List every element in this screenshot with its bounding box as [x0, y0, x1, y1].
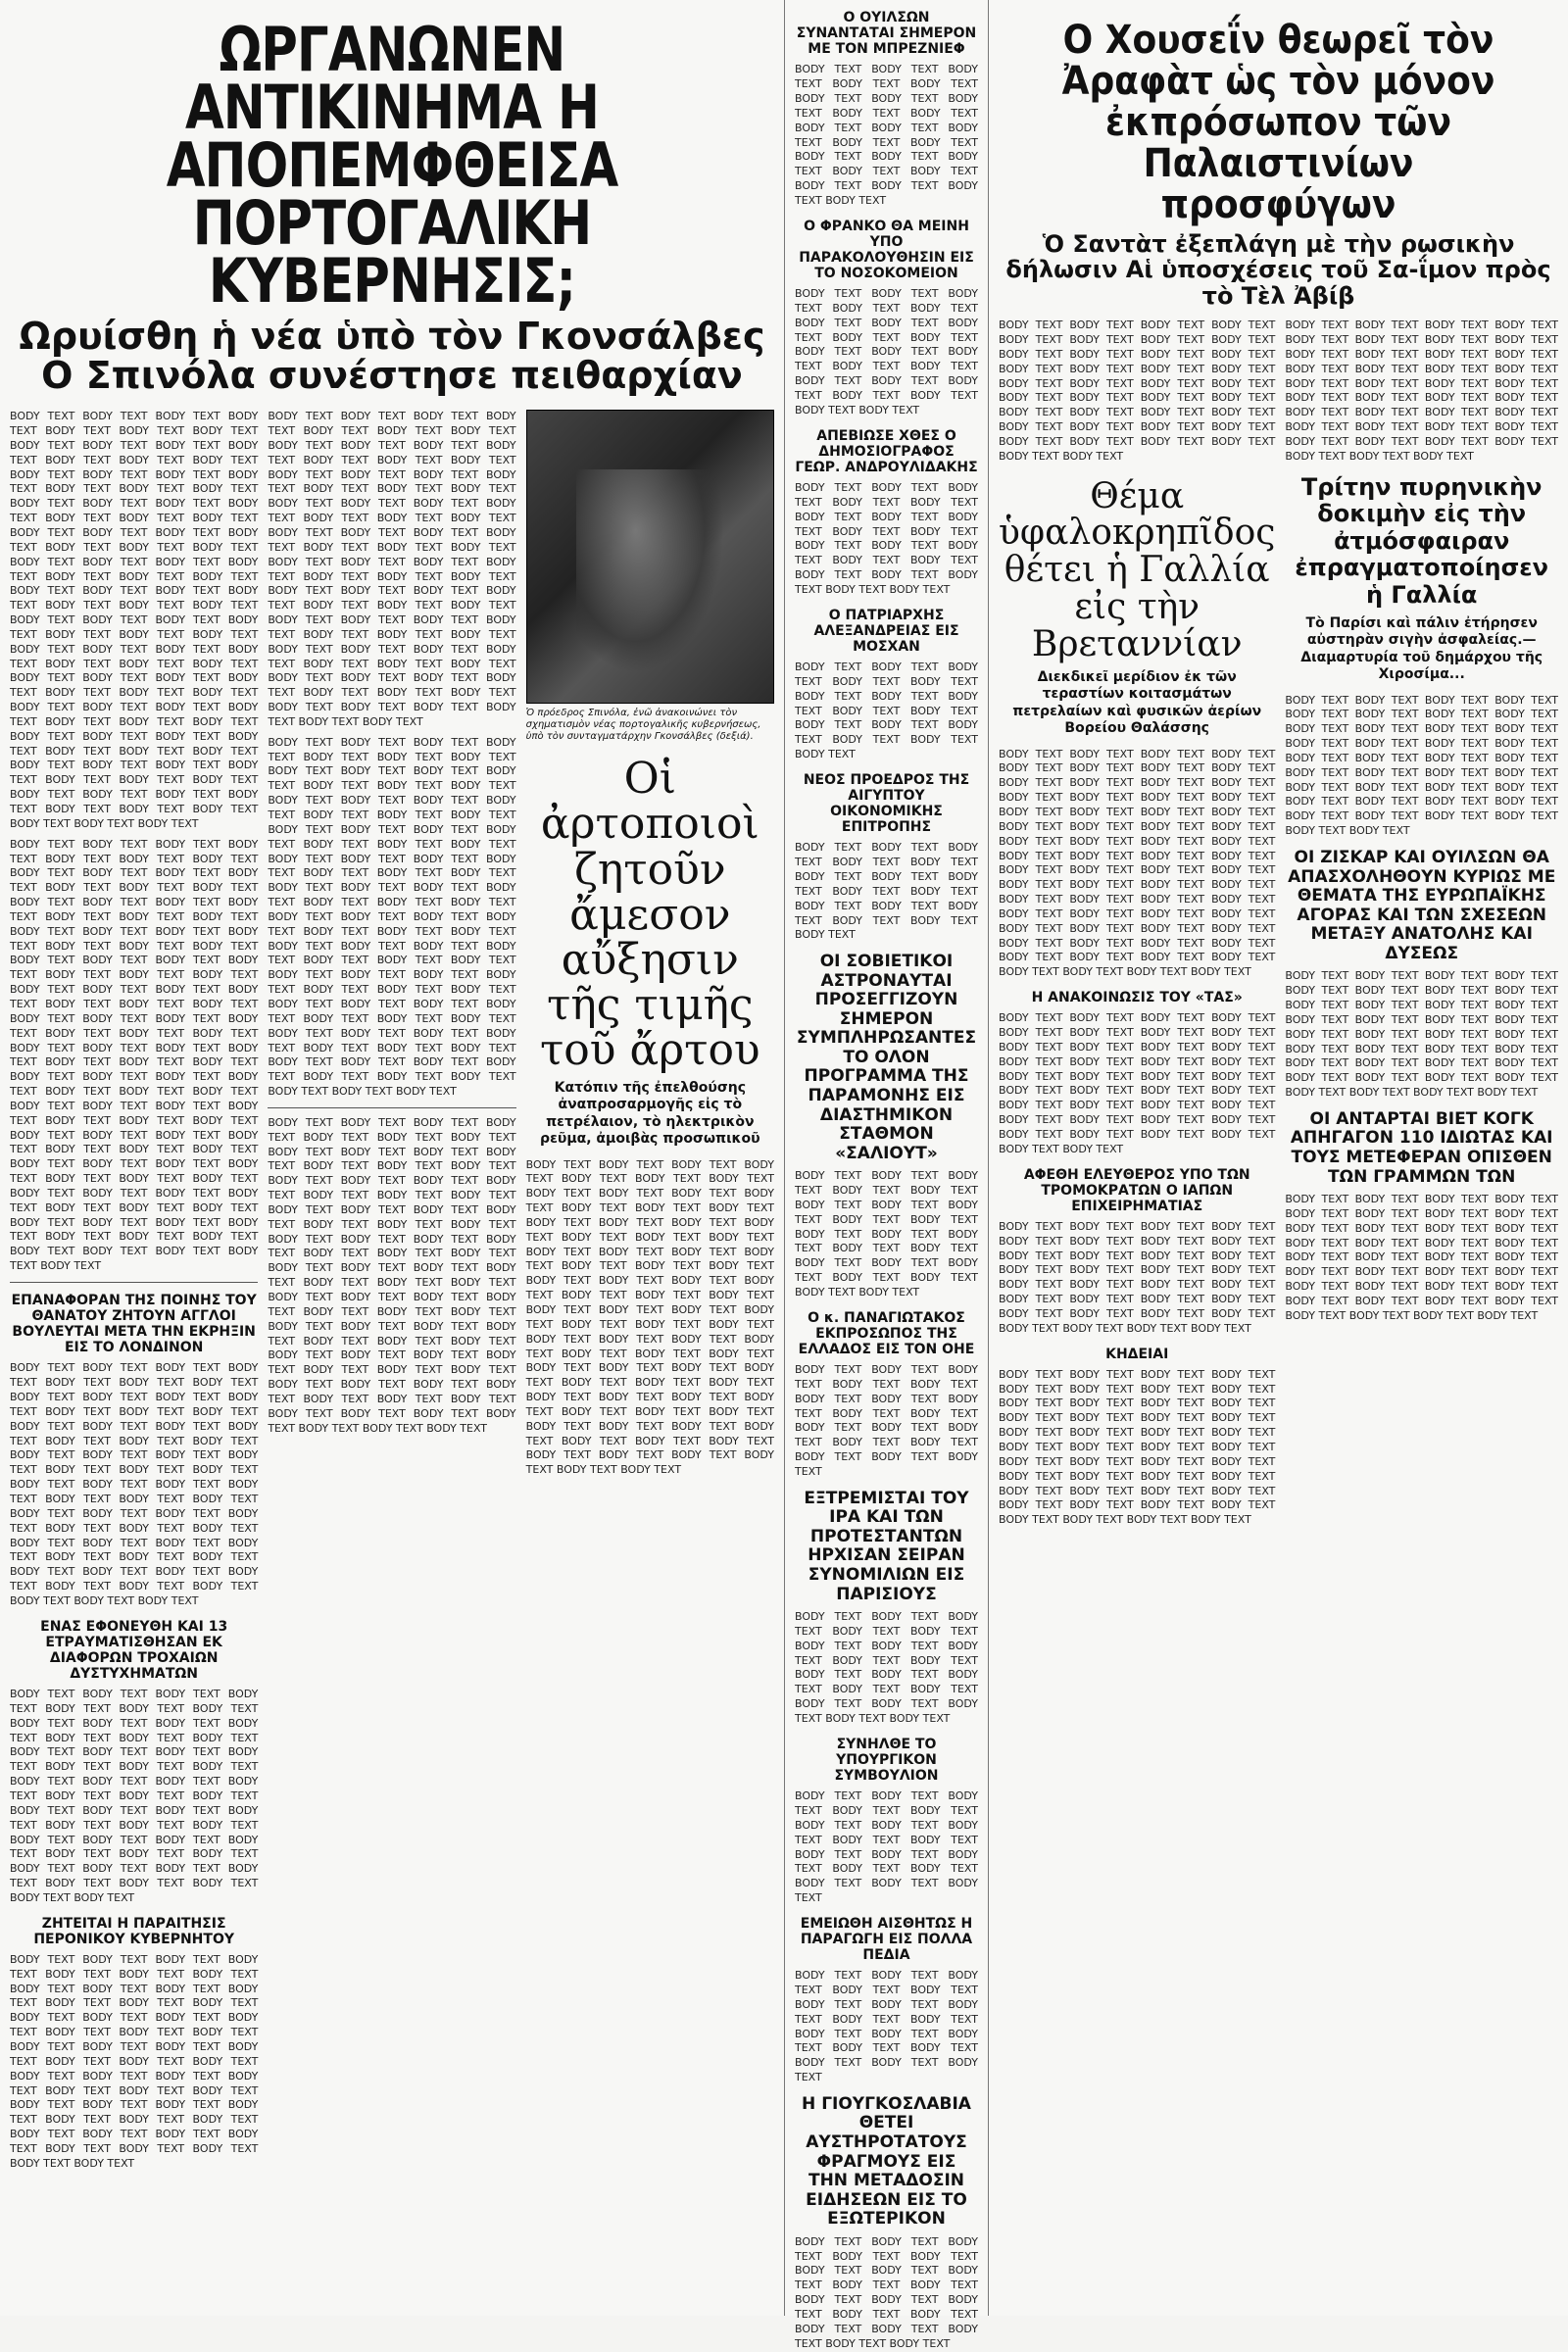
body-text: BODY TEXT BODY TEXT BODY TEXT BODY TEXT BODY TEXT BODY TEXT BODY TEXT BODY TEXT BODY TEXT BODY TEXT BODY TEXT BODY TEXT BODY TEXT BODY TEXT BODY TEXT BODY TEXT BODY TEXT BODY TEXT BODY TEXT BODY TEXT BODY TEXT BODY TEXT BODY TEXT BODY TEXT BODY TEXT BODY TEXT BODY TEXT BODY TEXT BODY TEXT BODY TEXT BODY TEXT BODY TEXT BODY TEXT BODY TEXT BODY TEXT BODY TEXT BODY TEXT BODY TEXT BODY TEXT BODY TEXT BODY TEXT BODY TEXT BODY TEXT BODY TEXT BODY TEXT BODY TEXT BODY TEXT BODY TEXT BODY TEXT BODY TEXT BODY TEXT: [10, 1688, 259, 1904]
right-col-b: [1285, 318, 1558, 1534]
right-column: [988, 0, 1568, 2316]
body-text: BODY TEXT BODY TEXT BODY TEXT BODY TEXT BODY TEXT BODY TEXT BODY TEXT BODY TEXT BODY TEXT BODY TEXT BODY TEXT BODY TEXT BODY TEXT BODY TEXT BODY TEXT BODY TEXT BODY TEXT BODY TEXT: [795, 1789, 978, 1905]
news-head: ΝΕΟΣ ΠΡΟΕΔΡΟΣ ΤΗΣ ΑΙΓΥΠΤΟΥ ΟΙΚΟΝΟΜΙΚΗΣ ΕΠΙΤΡΟΠΗΣ: [803, 771, 970, 836]
body-text: BODY TEXT BODY TEXT BODY TEXT BODY TEXT BODY TEXT BODY TEXT BODY TEXT BODY TEXT BODY TEXT BODY TEXT BODY TEXT BODY TEXT BODY TEXT BODY TEXT BODY TEXT BODY TEXT BODY TEXT BODY TEXT BODY TEXT BODY TEXT BODY TEXT BODY TEXT BODY TEXT BODY TEXT BODY TEXT BODY TEXT BODY TEXT BODY TEXT BODY TEXT BODY TEXT BODY TEXT BODY TEXT BODY TEXT BODY TEXT BODY TEXT BODY TEXT BODY TEXT BODY TEXT BODY TEXT BODY TEXT BODY TEXT BODY TEXT BODY TEXT BODY TEXT BODY TEXT BODY TEXT BODY TEXT BODY TEXT BODY TEXT BODY TEXT BODY TEXT BODY TEXT BODY TEXT BODY TEXT BODY TEXT BODY TEXT BODY TEXT BODY TEXT BODY TEXT BODY TEXT BODY TEXT BODY TEXT BODY TEXT BODY TEXT BODY TEXT BODY TEXT BODY TEXT BODY TEXT BODY TEXT BODY TEXT BODY TEXT BODY TEXT BODY TEXT BODY TEXT BODY TEXT BODY TEXT: [525, 1157, 774, 1477]
body-text: BODY TEXT BODY TEXT BODY TEXT BODY TEXT BODY TEXT BODY TEXT BODY TEXT BODY TEXT BODY TEXT BODY TEXT BODY TEXT BODY TEXT BODY TEXT BODY TEXT BODY TEXT BODY TEXT BODY TEXT BODY TEXT BODY TEXT BODY TEXT: [795, 2234, 978, 2350]
section-head: ΕΝΑΣ ΕΦΟΝΕΥΘΗ ΚΑΙ 13 ΕΤΡΑΥΜΑΤΙΣΘΗΣΑΝ ΕΚ ΔΙΑΦΟΡΩΝ ΤΡΟΧΑΙΩΝ ΔΥΣΤΥΧΗΜΑΤΩΝ: [40, 1618, 228, 1683]
body-text: BODY TEXT BODY TEXT BODY TEXT BODY TEXT BODY TEXT BODY TEXT BODY TEXT BODY TEXT BODY TEXT BODY TEXT BODY TEXT BODY TEXT BODY TEXT BODY TEXT BODY TEXT BODY TEXT BODY TEXT BODY TEXT: [795, 1969, 978, 2084]
space-headline: ΟΙ ΣΟΒΙΕΤΙΚΟΙ ΑΣΤΡΟΝΑΥΤΑΙ ΠΡΟΣΕΓΓΙΖΟΥΝ ΣΗΜΕΡΟΝ ΣΥΜΠΛΗΡΩΣΑΝΤΕΣ ΤΟ ΟΛΟΝ ΠΡΟΓΡΑΜΜΑ ΤΗΣ ΠΑΡΑΜΟΝΗΣ ΕΙΣ ΔΙΑΣΤΗΜΙΚΟΝ ΣΤΑΘΜΟΝ «ΣΑΛΙΟΥΤ»: [796, 952, 977, 1163]
body-text: BODY TEXT BODY TEXT BODY TEXT BODY TEXT BODY TEXT BODY TEXT BODY TEXT BODY TEXT BODY TEXT BODY TEXT BODY TEXT BODY TEXT BODY TEXT BODY TEXT BODY TEXT BODY TEXT BODY TEXT BODY TEXT BODY TEXT BODY TEXT: [795, 480, 978, 596]
body-text: BODY TEXT BODY TEXT BODY TEXT BODY TEXT BODY TEXT BODY TEXT BODY TEXT BODY TEXT BODY TEXT BODY TEXT BODY TEXT BODY TEXT BODY TEXT BODY TEXT BODY TEXT BODY TEXT BODY TEXT BODY TEXT BODY TEXT BODY TEXT BODY TEXT BODY TEXT BODY TEXT BODY TEXT BODY TEXT BODY TEXT BODY TEXT BODY TEXT BODY TEXT BODY TEXT BODY TEXT BODY TEXT BODY TEXT BODY TEXT BODY TEXT BODY TEXT BODY TEXT BODY TEXT BODY TEXT BODY TEXT BODY TEXT BODY TEXT BODY TEXT BODY TEXT BODY TEXT BODY TEXT BODY TEXT BODY TEXT BODY TEXT BODY TEXT BODY TEXT: [10, 1952, 259, 2170]
body-text: BODY TEXT BODY TEXT BODY TEXT BODY TEXT BODY TEXT BODY TEXT BODY TEXT BODY TEXT BODY TEXT BODY TEXT BODY TEXT BODY TEXT BODY TEXT BODY TEXT BODY TEXT BODY TEXT BODY TEXT BODY TEXT BODY TEXT BODY TEXT BODY TEXT BODY TEXT BODY TEXT BODY TEXT: [795, 63, 978, 207]
body-text: BODY TEXT BODY TEXT BODY TEXT BODY TEXT BODY TEXT BODY TEXT BODY TEXT BODY TEXT BODY TEXT BODY TEXT BODY TEXT BODY TEXT BODY TEXT BODY TEXT BODY TEXT BODY TEXT: [795, 661, 978, 761]
body-text: BODY TEXT BODY TEXT BODY TEXT BODY TEXT BODY TEXT BODY TEXT BODY TEXT BODY TEXT BODY TEXT BODY TEXT BODY TEXT BODY TEXT BODY TEXT BODY TEXT BODY TEXT BODY TEXT BODY TEXT BODY TEXT BODY TEXT BODY TEXT BODY TEXT BODY TEXT BODY TEXT BODY TEXT BODY TEXT BODY TEXT BODY TEXT BODY TEXT BODY TEXT BODY TEXT BODY TEXT BODY TEXT BODY TEXT BODY TEXT BODY TEXT BODY TEXT BODY TEXT BODY TEXT BODY TEXT BODY TEXT BODY TEXT BODY TEXT BODY TEXT BODY TEXT BODY TEXT BODY TEXT BODY TEXT BODY TEXT BODY TEXT BODY TEXT BODY TEXT BODY TEXT BODY TEXT BODY TEXT BODY TEXT BODY TEXT BODY TEXT BODY TEXT BODY TEXT BODY TEXT BODY TEXT BODY TEXT BODY TEXT BODY TEXT BODY TEXT BODY TEXT BODY TEXT BODY TEXT BODY TEXT BODY TEXT BODY TEXT BODY TEXT BODY TEXT BODY TEXT BODY TEXT BODY TEXT BODY TEXT BODY TEXT BODY TEXT BODY TEXT BODY TEXT BODY TEXT BODY TEXT BODY TEXT BODY TEXT BODY TEXT BODY TEXT BODY TEXT BODY TEXT BODY TEXT BODY TEXT BODY TEXT BODY TEXT BODY TEXT BODY TEXT BODY TEXT BODY TEXT BODY TEXT BODY TEXT BODY TEXT BODY TEXT: [10, 410, 259, 830]
body-text: BODY TEXT BODY TEXT BODY TEXT BODY TEXT BODY TEXT BODY TEXT BODY TEXT BODY TEXT BODY TEXT BODY TEXT BODY TEXT BODY TEXT BODY TEXT BODY TEXT BODY TEXT BODY TEXT BODY TEXT BODY TEXT BODY TEXT BODY TEXT: [795, 1610, 978, 1726]
ira-headline: ΕΞΤΡΕΜΙΣΤΑΙ ΤΟΥ ΙΡΑ ΚΑΙ ΤΩΝ ΠΡΟΤΕΣΤΑΝΤΩΝ ΗΡΧΙΣΑΝ ΣΕΙΡΑΝ ΣΥΝΟΜΙΛΙΩΝ ΕΙΣ ΠΑΡΙΣΙΟΥΣ: [804, 1488, 969, 1604]
section-head: ΕΠΑΝΑΦΟΡΑΝ ΤΗΣ ΠΟΙΝΗΣ ΤΟΥ ΘΑΝΑΤΟΥ ΖΗΤΟΥΝ ΑΓΓΛΟΙ ΒΟΥΛΕΥΤΑΙ ΜΕΤΑ ΤΗΝ ΕΚΡΗΞΙΝ ΕΙΣ ΤΟ ΛΟΝΔΙΝΟΝ: [11, 1293, 257, 1356]
story-col-3: [526, 410, 774, 2177]
news-head: Η ΑΝΑΚΟΙΝΩΣΙΣ ΤΟΥ «ΤΑΣ»: [1031, 990, 1243, 1006]
arafat-subheadline: Ὁ Σαντὰτ ἐξεπλάγη μὲ τὴν ρωσικὴν δήλωσιν Αἱ ὑποσχέσεις τοῦ Σα-ΐμον πρὸς τὸ Τὲλ Ἀβίβ: [1005, 230, 1551, 310]
giscard-headline: ΟΙ ΖΙΣΚΑΡ ΚΑΙ ΟΥΙΛΣΩΝ ΘΑ ΑΠΑΣΧΟΛΗΘΟΥΝ ΚΥΡΙΩΣ ΜΕ ΘΕΜΑΤΑ ΤΗΣ ΕΥΡΩΠΑΪΚΗΣ ΑΓΟΡΑΣ ΚΑΙ ΤΩΝ ΣΧΕΣΕΩΝ ΜΕΤΑΞΥ ΑΝΑΤΟΛΗΣ ΚΑΙ ΔΥΣΕΩΣ: [1288, 848, 1556, 963]
body-text: BODY TEXT BODY TEXT BODY TEXT BODY TEXT BODY TEXT BODY TEXT BODY TEXT BODY TEXT BODY TEXT BODY TEXT BODY TEXT BODY TEXT BODY TEXT BODY TEXT BODY TEXT BODY TEXT BODY TEXT BODY TEXT BODY TEXT BODY TEXT BODY TEXT BODY TEXT BODY TEXT BODY TEXT BODY TEXT BODY TEXT BODY TEXT BODY TEXT BODY TEXT BODY TEXT BODY TEXT BODY TEXT BODY TEXT BODY TEXT BODY TEXT BODY TEXT: [1285, 969, 1558, 1100]
main-headline: ΩΡΓΑΝΩΝΕΝ ΑΝΤΙΚΙΝΗΜΑ Η ΑΠΟΠΕΜΦΘΕΙΣΑ ΠΟΡΤΟΓΑΛΙΚΗ ΚΥΒΕΡΝΗΣΙΣ;: [166, 14, 618, 317]
body-text: BODY TEXT BODY TEXT BODY TEXT BODY TEXT BODY TEXT BODY TEXT BODY TEXT BODY TEXT BODY TEXT BODY TEXT BODY TEXT BODY TEXT BODY TEXT BODY TEXT BODY TEXT BODY TEXT BODY TEXT BODY TEXT BODY TEXT BODY TEXT BODY TEXT BODY TEXT BODY TEXT BODY TEXT BODY TEXT BODY TEXT BODY TEXT BODY TEXT BODY TEXT BODY TEXT BODY TEXT BODY TEXT BODY TEXT BODY TEXT BODY TEXT BODY TEXT BODY TEXT BODY TEXT BODY TEXT BODY TEXT BODY TEXT BODY TEXT BODY TEXT BODY TEXT BODY TEXT BODY TEXT BODY TEXT BODY TEXT BODY TEXT BODY TEXT BODY TEXT BODY TEXT BODY TEXT BODY TEXT BODY TEXT BODY TEXT BODY TEXT BODY TEXT BODY TEXT BODY TEXT BODY TEXT BODY TEXT BODY TEXT BODY TEXT BODY TEXT BODY TEXT BODY TEXT BODY TEXT BODY TEXT BODY TEXT BODY TEXT BODY TEXT BODY TEXT BODY TEXT BODY TEXT BODY TEXT: [268, 410, 516, 728]
middle-column: [784, 0, 988, 2350]
story-col-2: [268, 410, 515, 2177]
news-head: Ο ΟΥΙΛΣΩΝ ΣΥΝΑΝΤΑΤΑΙ ΣΗΜΕΡΟΝ ΜΕ ΤΟΝ ΜΠΡΕΖΝΙΕΦ: [796, 10, 977, 58]
news-head: ΣΥΝΗΛΘΕ ΤΟ ΥΠΟΥΡΓΙΚΟΝ ΣΥΜΒΟΥΛΙΟΝ: [834, 1736, 939, 1785]
body-text: BODY TEXT BODY TEXT BODY TEXT BODY TEXT BODY TEXT BODY TEXT BODY TEXT BODY TEXT BODY TEXT BODY TEXT BODY TEXT BODY TEXT BODY TEXT BODY TEXT BODY TEXT BODY TEXT BODY TEXT BODY TEXT BODY TEXT BODY TEXT BODY TEXT BODY TEXT BODY TEXT BODY TEXT BODY TEXT BODY TEXT BODY TEXT BODY TEXT BODY TEXT BODY TEXT BODY TEXT BODY TEXT: [999, 1219, 1276, 1335]
nuclear-subheadline: Τὸ Παρίσι καὶ πάλιν ἐτήρησεν αὐστηρὰν σιγὴν ἀσφαλείας.— Διαμαρτυρία τοῦ δημάρχου τῆς Χιροσίμα...: [1300, 614, 1544, 683]
body-text: BODY TEXT BODY TEXT BODY TEXT BODY TEXT BODY TEXT BODY TEXT BODY TEXT BODY TEXT BODY TEXT BODY TEXT BODY TEXT BODY TEXT BODY TEXT BODY TEXT BODY TEXT BODY TEXT BODY TEXT BODY TEXT BODY TEXT BODY TEXT BODY TEXT BODY TEXT BODY TEXT BODY TEXT BODY TEXT BODY TEXT BODY TEXT BODY TEXT BODY TEXT BODY TEXT BODY TEXT BODY TEXT BODY TEXT BODY TEXT BODY TEXT BODY TEXT BODY TEXT BODY TEXT BODY TEXT BODY TEXT BODY TEXT BODY TEXT BODY TEXT BODY TEXT BODY TEXT BODY TEXT BODY TEXT BODY TEXT BODY TEXT BODY TEXT BODY TEXT BODY TEXT BODY TEXT BODY TEXT BODY TEXT BODY TEXT BODY TEXT BODY TEXT BODY TEXT: [10, 1361, 259, 1607]
body-text: BODY TEXT BODY TEXT BODY TEXT BODY TEXT BODY TEXT BODY TEXT BODY TEXT BODY TEXT BODY TEXT BODY TEXT BODY TEXT BODY TEXT BODY TEXT BODY TEXT BODY TEXT BODY TEXT BODY TEXT BODY TEXT BODY TEXT BODY TEXT BODY TEXT BODY TEXT BODY TEXT BODY TEXT BODY TEXT BODY TEXT BODY TEXT BODY TEXT BODY TEXT BODY TEXT BODY TEXT BODY TEXT BODY TEXT BODY TEXT BODY TEXT BODY TEXT BODY TEXT BODY TEXT BODY TEXT: [1285, 318, 1558, 463]
body-text: BODY TEXT BODY TEXT BODY TEXT BODY TEXT BODY TEXT BODY TEXT BODY TEXT BODY TEXT BODY TEXT BODY TEXT BODY TEXT BODY TEXT BODY TEXT BODY TEXT BODY TEXT BODY TEXT BODY TEXT BODY TEXT BODY TEXT BODY TEXT BODY TEXT BODY TEXT BODY TEXT BODY TEXT BODY TEXT BODY TEXT BODY TEXT BODY TEXT BODY TEXT BODY TEXT BODY TEXT BODY TEXT BODY TEXT BODY TEXT BODY TEXT BODY TEXT BODY TEXT BODY TEXT BODY TEXT BODY TEXT BODY TEXT BODY TEXT BODY TEXT BODY TEXT BODY TEXT BODY TEXT BODY TEXT BODY TEXT BODY TEXT BODY TEXT BODY TEXT BODY TEXT BODY TEXT BODY TEXT BODY TEXT BODY TEXT BODY TEXT BODY TEXT BODY TEXT BODY TEXT BODY TEXT BODY TEXT BODY TEXT BODY TEXT BODY TEXT BODY TEXT BODY TEXT BODY TEXT BODY TEXT BODY TEXT BODY TEXT BODY TEXT BODY TEXT BODY TEXT BODY TEXT BODY TEXT BODY TEXT: [268, 1115, 516, 1435]
news-head: Ο κ. ΠΑΝΑΓΙΩΤΑΚΟΣ ΕΚΠΡΟΣΩΠΟΣ ΤΗΣ ΕΛΛΑΔΟΣ ΕΙΣ ΤΟΝ ΟΗΕ: [798, 1309, 975, 1357]
story-col-1: [10, 410, 258, 2177]
section-head: ΖΗΤΕΙΤΑΙ Η ΠΑΡΑΙΤΗΣΙΣ ΠΕΡΟΝΙΚΟΥ ΚΥΒΕΡΝΗΤΟΥ: [33, 1915, 234, 1947]
body-text: BODY TEXT BODY TEXT BODY TEXT BODY TEXT BODY TEXT BODY TEXT BODY TEXT BODY TEXT BODY TEXT BODY TEXT BODY TEXT BODY TEXT BODY TEXT BODY TEXT BODY TEXT BODY TEXT BODY TEXT BODY TEXT BODY TEXT BODY TEXT BODY TEXT BODY TEXT: [795, 287, 978, 416]
body-text: BODY TEXT BODY TEXT BODY TEXT BODY TEXT BODY TEXT BODY TEXT BODY TEXT BODY TEXT BODY TEXT BODY TEXT BODY TEXT BODY TEXT BODY TEXT BODY TEXT BODY TEXT BODY TEXT: [795, 841, 978, 942]
body-text: BODY TEXT BODY TEXT BODY TEXT BODY TEXT BODY TEXT BODY TEXT BODY TEXT BODY TEXT BODY TEXT BODY TEXT BODY TEXT BODY TEXT BODY TEXT BODY TEXT BODY TEXT BODY TEXT BODY TEXT BODY TEXT BODY TEXT BODY TEXT BODY TEXT BODY TEXT: [795, 1169, 978, 1298]
body-text: BODY TEXT BODY TEXT BODY TEXT BODY TEXT BODY TEXT BODY TEXT BODY TEXT BODY TEXT BODY TEXT BODY TEXT BODY TEXT BODY TEXT BODY TEXT BODY TEXT BODY TEXT BODY TEXT BODY TEXT BODY TEXT BODY TEXT BODY TEXT BODY TEXT BODY TEXT BODY TEXT BODY TEXT BODY TEXT BODY TEXT BODY TEXT BODY TEXT BODY TEXT BODY TEXT BODY TEXT BODY TEXT BODY TEXT BODY TEXT BODY TEXT BODY TEXT BODY TEXT BODY TEXT BODY TEXT BODY TEXT BODY TEXT BODY TEXT BODY TEXT BODY TEXT BODY TEXT BODY TEXT BODY TEXT BODY TEXT BODY TEXT BODY TEXT BODY TEXT BODY TEXT BODY TEXT BODY TEXT BODY TEXT BODY TEXT BODY TEXT BODY TEXT BODY TEXT BODY TEXT BODY TEXT BODY TEXT BODY TEXT BODY TEXT BODY TEXT BODY TEXT BODY TEXT BODY TEXT BODY TEXT BODY TEXT BODY TEXT BODY TEXT BODY TEXT BODY TEXT BODY TEXT BODY TEXT BODY TEXT BODY TEXT BODY TEXT BODY TEXT BODY TEXT BODY TEXT BODY TEXT BODY TEXT BODY TEXT BODY TEXT BODY TEXT BODY TEXT BODY TEXT BODY TEXT BODY TEXT BODY TEXT BODY TEXT BODY TEXT BODY TEXT BODY TEXT BODY TEXT BODY TEXT BODY TEXT BODY TEXT BODY TEXT BODY TEXT BODY TEXT: [10, 837, 259, 1273]
left-column: [0, 0, 784, 2316]
news-head: Ο ΠΑΤΡΙΑΡΧΗΣ ΑΛΕΞΑΝΔΡΕΙΑΣ ΕΙΣ ΜΟΣΧΑΝ: [813, 607, 959, 655]
right-col-a: [999, 318, 1275, 1534]
divider: [268, 1107, 515, 1108]
vietcong-headline: ΟΙ ΑΝΤΑΡΤΑΙ ΒΙΕΤ ΚΟΓΚ ΑΠΗΓΑΓΟΝ 110 ΙΔΙΩΤΑΣ ΚΑΙ ΤΟΥΣ ΜΕΤΕΦΕΡΑΝ ΟΠΙΣΘΕΝ ΤΩΝ ΓΡΑΜΜΩΝ ΤΩΝ: [1290, 1108, 1553, 1187]
bread-subheadline: Κατόπιν τῆς ἐπελθούσης ἀναπροσαρμογῆς εἰς τὸ πετρέλαιον, τὸ ηλεκτρικὸν ρεῦμα, ἀμοιβὰς προσωπικοῦ: [540, 1079, 760, 1148]
france-headline: Θέμα ὑφαλοκρηπῖδος θέτει ἡ Γαλλία εἰς τὴν Βρεταννίαν: [999, 475, 1276, 664]
news-head: Ο ΦΡΑΝΚΟ ΘΑ ΜΕΙΝΗ ΥΠΟ ΠΑΡΑΚΟΛΟΥΘΗΣΙΝ ΕΙΣ ΤΟ ΝΟΣΟΚΟΜΕΙΟΝ: [799, 218, 974, 281]
news-head: ΑΠΕΒΙΩΣΕ ΧΘΕΣ Ο ΔΗΜΟΣΙΟΓΡΑΦΟΣ ΓΕΩΡ. ΑΝΔΡΟΥΛΙΔΑΚΗΣ: [795, 427, 978, 475]
photo-caption: Ὁ πρόεδρος Σπινόλα, ἐνῶ ἀνακοινώνει τὸν σχηματισμὸν νέας πορτογαλικῆς κυβερνήσεως, ὑπὸ τὸν συνταγματάρχην Γκονσάλβες (δεξιά).: [525, 708, 761, 743]
main-subheadline: Ωρυίσθη ἡ νέα ὑπὸ τὸν Γκονσάλβες Ο Σπινόλα συνέστησε πειθαρχίαν: [19, 315, 765, 398]
divider: [10, 1282, 258, 1283]
news-head: ΚΗΔΕΙΑΙ: [1105, 1346, 1169, 1362]
nuclear-headline: Τρίτην πυρηνικὴν δοκιμὴν εἰς τὴν ἀτμόσφαιραν ἐπραγματοποίησεν ἡ Γαλλία: [1295, 472, 1549, 609]
body-text: BODY TEXT BODY TEXT BODY TEXT BODY TEXT BODY TEXT BODY TEXT BODY TEXT BODY TEXT BODY TEXT BODY TEXT BODY TEXT BODY TEXT BODY TEXT BODY TEXT BODY TEXT BODY TEXT BODY TEXT BODY TEXT BODY TEXT BODY TEXT BODY TEXT BODY TEXT BODY TEXT BODY TEXT BODY TEXT BODY TEXT BODY TEXT BODY TEXT BODY TEXT BODY TEXT BODY TEXT BODY TEXT BODY TEXT BODY TEXT BODY TEXT BODY TEXT BODY TEXT BODY TEXT BODY TEXT BODY TEXT BODY TEXT BODY TEXT BODY TEXT BODY TEXT BODY TEXT BODY TEXT BODY TEXT BODY TEXT BODY TEXT BODY TEXT BODY TEXT BODY TEXT BODY TEXT BODY TEXT BODY TEXT BODY TEXT BODY TEXT BODY TEXT BODY TEXT BODY TEXT BODY TEXT BODY TEXT BODY TEXT BODY TEXT BODY TEXT BODY TEXT BODY TEXT BODY TEXT BODY TEXT BODY TEXT BODY TEXT BODY TEXT BODY TEXT BODY TEXT BODY TEXT BODY TEXT BODY TEXT BODY TEXT BODY TEXT BODY TEXT BODY TEXT BODY TEXT BODY TEXT BODY TEXT BODY TEXT BODY TEXT BODY TEXT: [268, 735, 516, 1099]
news-head: ΑΦΕΘΗ ΕΛΕΥΘΕΡΟΣ ΥΠΟ ΤΩΝ ΤΡΟΜΟΚΡΑΤΩΝ Ο ΙΑΠΩΝ ΕΠΙΧΕΙΡΗΜΑΤΙΑΣ: [1023, 1166, 1250, 1214]
news-head: ΕΜΕΙΩΘΗ ΑΙΣΘΗΤΩΣ Η ΠΑΡΑΓΩΓΗ ΕΙΣ ΠΟΛΛΑ ΠΕΔΙΑ: [800, 1915, 973, 1964]
photo-spinola: [526, 410, 774, 704]
yugoslavia-headline: Η ΓΙΟΥΓΚΟΣΛΑΒΙΑ ΘΕΤΕΙ ΑΥΣΤΗΡΟΤΑΤΟΥΣ ΦΡΑΓΜΟΥΣ ΕΙΣ ΤΗΝ ΜΕΤΑΔΟΣΙΝ ΕΙΔΗΣΕΩΝ ΕΙΣ ΤΟ ΕΞΩΤΕΡΙΚΟΝ: [802, 2093, 971, 2230]
france-subheadline: Διεκδικεῖ μερίδιον ἐκ τῶν τεραστίων κοιτασμάτων πετρελαίων καὶ φυσικῶν ἀερίων Βορείου Θαλάσσης: [1012, 668, 1262, 737]
body-text: BODY TEXT BODY TEXT BODY TEXT BODY TEXT BODY TEXT BODY TEXT BODY TEXT BODY TEXT BODY TEXT BODY TEXT BODY TEXT BODY TEXT BODY TEXT BODY TEXT BODY TEXT BODY TEXT BODY TEXT BODY TEXT BODY TEXT BODY TEXT BODY TEXT BODY TEXT BODY TEXT BODY TEXT BODY TEXT BODY TEXT BODY TEXT BODY TEXT BODY TEXT BODY TEXT BODY TEXT BODY TEXT BODY TEXT BODY TEXT BODY TEXT BODY TEXT BODY TEXT BODY TEXT BODY TEXT BODY TEXT BODY TEXT BODY TEXT BODY TEXT BODY TEXT: [999, 1367, 1276, 1527]
body-text: BODY TEXT BODY TEXT BODY TEXT BODY TEXT BODY TEXT BODY TEXT BODY TEXT BODY TEXT BODY TEXT BODY TEXT BODY TEXT BODY TEXT BODY TEXT BODY TEXT BODY TEXT BODY TEXT BODY TEXT BODY TEXT BODY TEXT BODY TEXT BODY TEXT BODY TEXT BODY TEXT BODY TEXT BODY TEXT BODY TEXT BODY TEXT BODY TEXT BODY TEXT BODY TEXT BODY TEXT BODY TEXT BODY TEXT BODY TEXT BODY TEXT BODY TEXT BODY TEXT BODY TEXT: [999, 318, 1276, 463]
body-text: BODY TEXT BODY TEXT BODY TEXT BODY TEXT BODY TEXT BODY TEXT BODY TEXT BODY TEXT BODY TEXT BODY TEXT BODY TEXT BODY TEXT BODY TEXT BODY TEXT BODY TEXT BODY TEXT BODY TEXT BODY TEXT BODY TEXT BODY TEXT BODY TEXT BODY TEXT BODY TEXT BODY TEXT BODY TEXT BODY TEXT BODY TEXT BODY TEXT BODY TEXT BODY TEXT BODY TEXT BODY TEXT BODY TEXT BODY TEXT BODY TEXT BODY TEXT BODY TEXT BODY TEXT: [1285, 693, 1558, 838]
body-text: BODY TEXT BODY TEXT BODY TEXT BODY TEXT BODY TEXT BODY TEXT BODY TEXT BODY TEXT BODY TEXT BODY TEXT BODY TEXT BODY TEXT BODY TEXT BODY TEXT BODY TEXT BODY TEXT BODY TEXT BODY TEXT: [795, 1363, 978, 1478]
arafat-headline: Ο Χουσεΐν θεωρεῖ τὸν Ἀραφὰτ ὡς τὸν μόνον ἐκπρόσωπον τῶν Παλαιστινίων προσφύγων: [1061, 18, 1495, 227]
bread-headline: Οἱ ἀρτοποιοὶ ζητοῦν ἄμεσον αὔξησιν τῆς τιμῆς τοῦ ἄρτου: [539, 754, 760, 1076]
body-text: BODY TEXT BODY TEXT BODY TEXT BODY TEXT BODY TEXT BODY TEXT BODY TEXT BODY TEXT BODY TEXT BODY TEXT BODY TEXT BODY TEXT BODY TEXT BODY TEXT BODY TEXT BODY TEXT BODY TEXT BODY TEXT BODY TEXT BODY TEXT BODY TEXT BODY TEXT BODY TEXT BODY TEXT BODY TEXT BODY TEXT BODY TEXT BODY TEXT BODY TEXT BODY TEXT BODY TEXT BODY TEXT BODY TEXT BODY TEXT BODY TEXT BODY TEXT BODY TEXT BODY TEXT BODY TEXT BODY TEXT BODY TEXT BODY TEXT BODY TEXT BODY TEXT BODY TEXT BODY TEXT BODY TEXT BODY TEXT BODY TEXT BODY TEXT BODY TEXT BODY TEXT BODY TEXT BODY TEXT BODY TEXT BODY TEXT BODY TEXT BODY TEXT BODY TEXT BODY TEXT BODY TEXT BODY TEXT BODY TEXT BODY TEXT: [999, 747, 1276, 979]
body-text: BODY TEXT BODY TEXT BODY TEXT BODY TEXT BODY TEXT BODY TEXT BODY TEXT BODY TEXT BODY TEXT BODY TEXT BODY TEXT BODY TEXT BODY TEXT BODY TEXT BODY TEXT BODY TEXT BODY TEXT BODY TEXT BODY TEXT BODY TEXT BODY TEXT BODY TEXT BODY TEXT BODY TEXT BODY TEXT BODY TEXT BODY TEXT BODY TEXT BODY TEXT BODY TEXT BODY TEXT BODY TEXT BODY TEXT BODY TEXT BODY TEXT BODY TEXT: [1285, 1193, 1558, 1322]
body-text: BODY TEXT BODY TEXT BODY TEXT BODY TEXT BODY TEXT BODY TEXT BODY TEXT BODY TEXT BODY TEXT BODY TEXT BODY TEXT BODY TEXT BODY TEXT BODY TEXT BODY TEXT BODY TEXT BODY TEXT BODY TEXT BODY TEXT BODY TEXT BODY TEXT BODY TEXT BODY TEXT BODY TEXT BODY TEXT BODY TEXT BODY TEXT BODY TEXT BODY TEXT BODY TEXT BODY TEXT BODY TEXT BODY TEXT BODY TEXT BODY TEXT BODY TEXT BODY TEXT BODY TEXT: [999, 1011, 1276, 1155]
